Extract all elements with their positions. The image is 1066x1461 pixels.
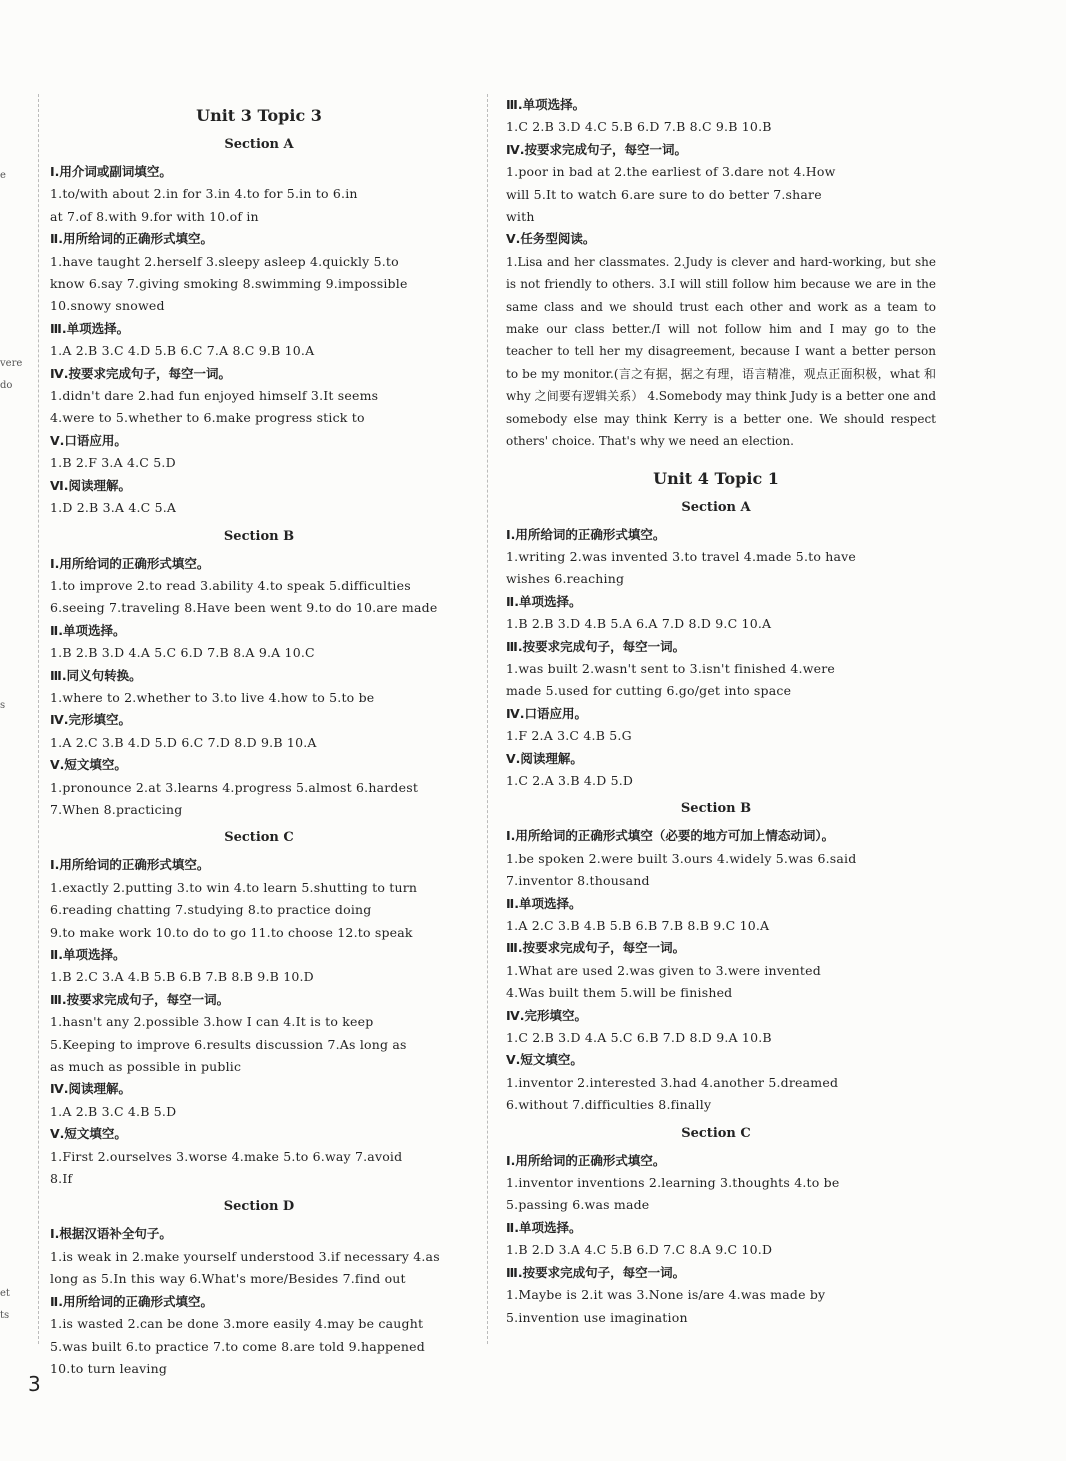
answer-line: 1.A 2.B 3.C 4.D 5.B 6.C 7.A 8.C 9.B 10.A — [50, 343, 315, 359]
question-heading: Ⅳ.阅读理解。 — [50, 1081, 131, 1097]
question-heading: Ⅲ.按要求完成句子，每空一词。 — [50, 991, 230, 1007]
answer-line: 1.hasn't any 2.possible 3.how I can 4.It is to keep — [50, 1014, 374, 1030]
section — [496, 499, 936, 793]
answer-line: 1.is wasted 2.can be done 3.more easily 4.may be caught — [50, 1316, 424, 1332]
answer-line: as much as possible in public — [50, 1059, 242, 1075]
answer-line: 6.reading chatting 7.studying 8.to practice doing — [50, 902, 372, 918]
answer-line: 1.B 2.D 3.A 4.C 5.B 6.D 7.C 8.A 9.C 10.D — [506, 1242, 773, 1258]
question-heading: Ⅵ.阅读理解。 — [50, 477, 131, 493]
question-heading: Ⅳ.完形填空。 — [506, 1007, 587, 1023]
column-divider-left — [38, 94, 39, 1344]
answer-line: 10.snowy snowed — [50, 298, 165, 314]
unit-title: Unit 4 Topic 1 — [653, 468, 779, 488]
answer-line: 1.C 2.B 3.D 4.A 5.C 6.B 7.D 8.D 9.A 10.B — [506, 1030, 772, 1046]
question-heading: Ⅲ.按要求完成句子，每空一词。 — [506, 1264, 686, 1280]
question-heading: Ⅱ.单项选择。 — [506, 1219, 582, 1235]
question-heading: Ⅱ.单项选择。 — [506, 895, 582, 911]
section — [40, 528, 478, 822]
question-heading: Ⅴ.任务型阅读。 — [506, 231, 596, 247]
answer-line: 1.D 2.B 3.A 4.C 5.A — [50, 500, 177, 516]
question-heading: Ⅰ.根据汉语补全句子。 — [50, 1226, 172, 1242]
section — [40, 829, 478, 1190]
left-sections — [40, 136, 478, 1380]
answer-line: 1.poor in bad at 2.the earliest of 3.dare not 4.How — [506, 164, 836, 180]
question-heading: Ⅱ.单项选择。 — [50, 947, 126, 962]
answer-line: know 6.say 7.giving smoking 8.swimming 9.impossible — [50, 276, 408, 292]
edge-fragment: ts — [0, 1310, 10, 1321]
answer-line: 1.writing 2.was invented 3.to travel 4.made 5.to have — [506, 548, 857, 564]
answer-line: 1.inventor inventions 2.learning 3.thoughts 4.to be — [506, 1175, 840, 1191]
question-heading: Ⅲ.单项选择。 — [50, 320, 130, 336]
section — [40, 136, 478, 520]
answer-line: will 5.It to watch 6.are sure to do better 7.share — [506, 186, 822, 202]
answer-line: 1.B 2.C 3.A 4.B 5.B 6.B 7.B 8.B 9.B 10.D — [50, 969, 314, 985]
answer-line: 9.to make work 10.to do to go 11.to choose 12.to speak — [50, 924, 413, 940]
answer-line: 1.B 2.B 3.D 4.A 5.C 6.D 7.B 8.A 9.A 10.C — [50, 645, 315, 661]
section — [496, 1125, 936, 1329]
section-title: Section B — [223, 528, 295, 544]
answer-line: 1.inventor 2.interested 3.had 4.another 5.dreamed — [506, 1074, 839, 1090]
answer-line: 4.Was built them 5.will be finished — [506, 985, 733, 1001]
question-heading: Ⅰ.用所给词的正确形式填空（必要的地方可加上情态动词）。 — [506, 828, 835, 844]
answer-line: 5.was built 6.to practice 7.to come 8.are told 9.happened — [50, 1338, 425, 1354]
question-heading: Ⅴ.短文填空。 — [50, 757, 127, 773]
answer-line: 6.without 7.difficulties 8.finally — [506, 1097, 712, 1113]
question-heading: Ⅰ.用所给词的正确形式填空。 — [506, 1152, 666, 1168]
question-heading: Ⅱ.用所给词的正确形式填空。 — [50, 1293, 213, 1309]
right-sections — [496, 499, 936, 1329]
question-heading: Ⅲ.同义句转换。 — [50, 667, 142, 683]
question-heading: Ⅱ.用所给词的正确形式填空。 — [50, 231, 213, 247]
left-column — [40, 94, 478, 1380]
question-heading: Ⅰ.用所给词的正确形式填空。 — [50, 857, 210, 873]
question-heading: Ⅴ.口语应用。 — [50, 432, 127, 448]
answer-line: 10.to turn leaving — [50, 1360, 168, 1376]
question-heading: Ⅱ.单项选择。 — [506, 593, 582, 609]
answer-line: 1.A 2.B 3.C 4.B 5.D — [50, 1103, 177, 1119]
column-divider-middle — [487, 94, 488, 1344]
answer-line: 6.seeing 7.traveling 8.Have been went 9.to do 10.are made — [50, 600, 438, 616]
answer-line: 8.If — [50, 1171, 73, 1187]
section-title: Section C — [224, 830, 294, 846]
page-number: 3 — [28, 1372, 41, 1396]
answer-line: 5.passing 6.was made — [506, 1197, 650, 1213]
answer-line: at 7.of 8.with 9.for with 10.of in — [50, 208, 259, 224]
section-title: Section C — [681, 1125, 751, 1141]
edge-fragment: s — [0, 700, 6, 711]
answer-line: 1.What are used 2.was given to 3.were invented — [506, 962, 821, 978]
answer-line: 1.where to 2.whether to 3.to live 4.how to 5.to be — [50, 689, 375, 705]
answer-line: 4.were to 5.whether to 6.make progress stick to — [50, 410, 365, 426]
question-heading: Ⅰ.用介词或副词填空。 — [50, 164, 172, 179]
answer-line: 1.be spoken 2.were built 3.ours 4.widely 5.was 6.said — [506, 850, 857, 866]
question-heading: Ⅰ.用所给词的正确形式填空。 — [50, 555, 210, 571]
answer-line: 1.pronounce 2.at 3.learns 4.progress 5.almost 6.hardest — [50, 779, 419, 795]
question-heading: Ⅴ.阅读理解。 — [506, 750, 583, 766]
question-heading: Ⅳ.口语应用。 — [506, 705, 587, 721]
answer-line: 1.A 2.C 3.B 4.D 5.D 6.C 7.D 8.D 9.B 10.A — [50, 734, 317, 750]
question-heading: Ⅴ.短文填空。 — [506, 1052, 583, 1068]
unit-title: Unit 3 Topic 3 — [196, 106, 322, 125]
answer-line: 1.First 2.ourselves 3.worse 4.make 5.to 6.way 7.avoid — [50, 1148, 403, 1164]
answer-line: 1.have taught 2.herself 3.sleepy asleep 4.quickly 5.to — [50, 253, 399, 269]
answer-line: 1.exactly 2.putting 3.to win 4.to learn 5.shutting to turn — [50, 879, 418, 895]
answer-line: 1.to/with about 2.in for 3.in 4.to for 5.in to 6.in — [50, 186, 358, 202]
question-heading: Ⅳ.按要求完成句子，每空一词。 — [506, 141, 687, 157]
question-heading: Ⅲ.按要求完成句子，每空一词。 — [506, 638, 686, 654]
question-heading: Ⅱ.单项选择。 — [50, 622, 126, 638]
edge-fragment: vere — [0, 358, 23, 369]
question-heading: Ⅰ.用所给词的正确形式填空。 — [506, 526, 666, 542]
answer-paragraph: 1.Lisa and her classmates. 2.Judy is clever and hard-working, but she is not friendly to others. 3.I will still follow him because we are in the same class and we should trust each other and work as a team to make our class better./I will not follow him and I may go to the teacher to tell her my disagreement, because I want a better person to be my monitor.(言之有据，据之有理，语言精准，观点正面积极，what 和 why 之间要有逻辑关系） 4.Somebody may think Judy is a better one and somebody else may think Kerry is a better one. We should respect others' choice. That's why we need an election. — [506, 254, 936, 449]
answer-line: long as 5.In this way 6.What's more/Besides 7.find out — [50, 1271, 406, 1287]
answer-line: 1.C 2.B 3.D 4.C 5.B 6.D 7.B 8.C 9.B 10.B — [506, 119, 772, 135]
answer-line: 1.C 2.A 3.B 4.D 5.D — [506, 772, 634, 788]
question-heading: Ⅳ.完形填空。 — [50, 712, 131, 728]
question-heading: Ⅲ.按要求完成句子，每空一词。 — [506, 940, 686, 956]
question-heading: Ⅲ.单项选择。 — [506, 97, 586, 112]
question-heading: Ⅴ.短文填空。 — [50, 1126, 127, 1142]
answer-line: 1.A 2.C 3.B 4.B 5.B 6.B 7.B 8.B 9.C 10.A — [506, 918, 770, 933]
section-title: Section D — [223, 1199, 295, 1215]
answer-line: 1.was built 2.wasn't sent to 3.isn't finished 4.were — [506, 660, 835, 676]
answer-line: made 5.used for cutting 6.go/get into space — [506, 683, 792, 699]
answer-line: wishes 6.reaching — [506, 571, 625, 587]
edge-fragments — [0, 0, 23, 1461]
section-title: Section A — [224, 137, 294, 152]
answer-line: 1.didn't dare 2.had fun enjoyed himself 3.It seems — [50, 388, 379, 404]
edge-fragment: e — [0, 170, 6, 181]
section-title: Section B — [680, 801, 752, 817]
answer-line: with — [506, 209, 535, 225]
edge-fragment: et — [0, 1288, 10, 1299]
answer-line: 1.F 2.A 3.C 4.B 5.G — [506, 728, 632, 744]
answer-line: 5.Keeping to improve 6.results discussion 7.As long as — [50, 1036, 407, 1052]
question-heading: Ⅳ.按要求完成句子，每空一词。 — [50, 365, 231, 381]
right-column — [496, 94, 936, 1329]
section-title: Section A — [681, 499, 751, 515]
answer-line: 7.inventor 8.thousand — [506, 873, 650, 889]
answer-line: 1.B 2.F 3.A 4.C 5.D — [50, 455, 176, 471]
answer-line: 7.When 8.practicing — [50, 801, 183, 817]
answer-line: 1.is weak in 2.make yourself understood 3.if necessary 4.as — [50, 1248, 440, 1264]
answer-line: 1.to improve 2.to read 3.ability 4.to speak 5.difficulties — [50, 577, 411, 593]
right-top-blocks — [496, 94, 936, 453]
edge-fragment: do — [0, 380, 13, 391]
answer-line: 1.B 2.B 3.D 4.B 5.A 6.A 7.D 8.D 9.C 10.A — [506, 616, 772, 632]
answer-line: 5.invention use imagination — [506, 1309, 688, 1325]
section — [496, 800, 936, 1116]
section — [40, 1198, 478, 1380]
answer-line: 1.Maybe is 2.it was 3.None is/are 4.was made by — [506, 1287, 826, 1303]
